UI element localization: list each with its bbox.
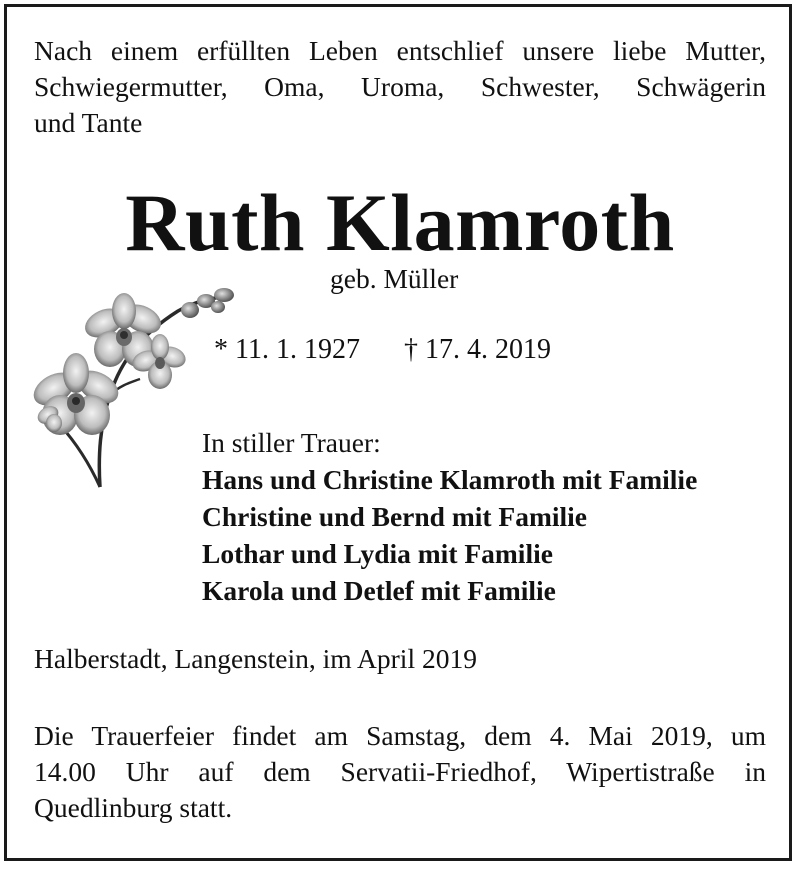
intro-line: Nach einem erfüllten Leben entschlief unsere liebe Mutter,: [34, 35, 766, 66]
life-dates: [214, 332, 551, 368]
mourners-block: [202, 424, 697, 609]
mourning-intro: In stiller Trauer:: [202, 427, 381, 458]
mourner-line: Hans und Christine Klamroth mit Familie: [202, 464, 698, 495]
funeral-line: 14.00 Uhr auf dem Servatii-Friedhof, Wipertistraße in: [34, 756, 766, 787]
mourner-line: Christine und Bernd mit Familie: [202, 501, 588, 532]
funeral-line: Die Trauerfeier findet am Samstag, dem 4. Mai 2019, um: [34, 720, 766, 751]
intro-line: und Tante: [34, 107, 143, 138]
death-date: † 17. 4. 2019: [403, 334, 551, 365]
funeral-info: [34, 718, 766, 826]
intro-line: Schwiegermutter, Oma, Uroma, Schwester, Schwägerin: [34, 71, 766, 102]
place-date: Halberstadt, Langenstein, im April 2019: [34, 643, 477, 674]
maiden-name: geb. Müller: [330, 263, 459, 294]
deceased-name: Ruth Klamroth: [125, 177, 675, 268]
mourner-line: Karola und Detlef mit Familie: [202, 575, 556, 606]
birth-date: * 11. 1. 1927: [214, 334, 360, 365]
funeral-line: Quedlinburg statt.: [34, 792, 233, 823]
mourner-line: Lothar und Lydia mit Familie: [202, 538, 553, 569]
intro-text: [34, 33, 766, 141]
